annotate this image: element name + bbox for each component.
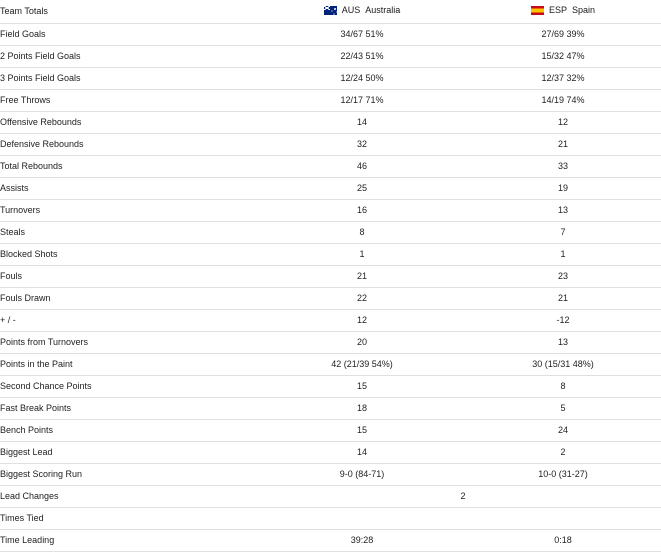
stat-label: Total Rebounds (0, 156, 265, 178)
stat-value-away: 2 (465, 442, 661, 464)
stat-label: Lead Changes (0, 486, 265, 508)
stat-label: Biggest Scoring Run (0, 464, 265, 486)
table-row (0, 112, 661, 134)
stat-value-away: 15/32 47% (465, 46, 661, 68)
table-row (0, 508, 661, 530)
column-header-away-team (465, 0, 661, 24)
stat-value-home: 22 (265, 288, 459, 310)
stat-value-away: 21 (465, 134, 661, 156)
stat-value-home: 34/67 51% (265, 24, 459, 46)
stat-value-home: 21 (265, 266, 459, 288)
stat-label: Time Leading (0, 530, 265, 552)
stat-value-away: 0:18 (465, 530, 661, 552)
table-row (0, 376, 661, 398)
table-row (0, 200, 661, 222)
table-row (0, 134, 661, 156)
stat-value-home: 9-0 (84-71) (265, 464, 459, 486)
stat-label: Points from Turnovers (0, 332, 265, 354)
away-team-abbr: ESP (548, 5, 567, 15)
away-team-name: Spain (571, 5, 596, 15)
table-row (0, 222, 661, 244)
stat-value-away: 19 (465, 178, 661, 200)
stat-value-away: 30 (15/31 48%) (465, 354, 661, 376)
home-team-abbr: AUS (341, 5, 361, 15)
stat-label: Fouls (0, 266, 265, 288)
table-row (0, 46, 661, 68)
stat-value-away: 12 (465, 112, 661, 134)
table-header (0, 0, 661, 24)
stat-label: Steals (0, 222, 265, 244)
stat-value-home: 15 (265, 376, 459, 398)
stat-value-away: 13 (465, 200, 661, 222)
table-body (0, 24, 661, 552)
stat-value-home: 14 (265, 112, 459, 134)
stat-value-away: 27/69 39% (465, 24, 661, 46)
table-row (0, 398, 661, 420)
stat-label: Fast Break Points (0, 398, 265, 420)
stat-value-away: 12/37 32% (465, 68, 661, 90)
table-row (0, 354, 661, 376)
stat-value-home (265, 508, 459, 530)
stat-value-away: 7 (465, 222, 661, 244)
stat-value-home: 16 (265, 200, 459, 222)
stat-label: Turnovers (0, 200, 265, 222)
header-row (0, 0, 661, 24)
stat-value-away: 23 (465, 266, 661, 288)
flag-australia-icon (324, 6, 337, 15)
stat-label: Defensive Rebounds (0, 134, 265, 156)
table-row (0, 530, 661, 552)
stat-value-away: -12 (465, 310, 661, 332)
stat-label: 3 Points Field Goals (0, 68, 265, 90)
table-row (0, 442, 661, 464)
stat-value-home: 39:28 (265, 530, 459, 552)
home-team-name: Australia (365, 5, 401, 15)
stat-label: Offensive Rebounds (0, 112, 265, 134)
table-row (0, 464, 661, 486)
table-row (0, 266, 661, 288)
stat-value-away (465, 508, 661, 530)
stat-value-home: 20 (265, 332, 459, 354)
stat-label: Second Chance Points (0, 376, 265, 398)
table-row (0, 156, 661, 178)
stat-label: Field Goals (0, 24, 265, 46)
stat-value-home: 12/17 71% (265, 90, 459, 112)
stat-value-away: 24 (465, 420, 661, 442)
column-header-home-team (265, 0, 459, 24)
stat-label: Blocked Shots (0, 244, 265, 266)
stat-value-home: 8 (265, 222, 459, 244)
stat-value-home: 12/24 50% (265, 68, 459, 90)
table-row (0, 332, 661, 354)
stat-value-away: 14/19 74% (465, 90, 661, 112)
stat-value-home: 12 (265, 310, 459, 332)
table-row (0, 244, 661, 266)
stat-value-away: 10-0 (31-27) (465, 464, 661, 486)
table-row (0, 420, 661, 442)
stat-label: Points in the Paint (0, 354, 265, 376)
stat-value-home: 14 (265, 442, 459, 464)
table-row (0, 288, 661, 310)
stat-label: 2 Points Field Goals (0, 46, 265, 68)
stat-value-home: 18 (265, 398, 459, 420)
stat-value-home: 42 (21/39 54%) (265, 354, 459, 376)
stat-value-home: 1 (265, 244, 459, 266)
stat-label: Free Throws (0, 90, 265, 112)
table-row (0, 486, 661, 508)
stat-label: Fouls Drawn (0, 288, 265, 310)
flag-spain-icon (531, 6, 544, 15)
table-row (0, 178, 661, 200)
stat-value-home: 32 (265, 134, 459, 156)
table-row (0, 24, 661, 46)
column-header-team-totals: Team Totals (0, 0, 265, 24)
table-row (0, 310, 661, 332)
stat-label: Biggest Lead (0, 442, 265, 464)
stat-value-home: 25 (265, 178, 459, 200)
stat-value-away: 21 (465, 288, 661, 310)
stat-value-home: 15 (265, 420, 459, 442)
stat-value-away: 1 (465, 244, 661, 266)
stat-value-away: 8 (465, 376, 661, 398)
table-row (0, 90, 661, 112)
table-row (0, 68, 661, 90)
stat-value-away: 5 (465, 398, 661, 420)
stat-label: Assists (0, 178, 265, 200)
stat-value-home: 22/43 51% (265, 46, 459, 68)
stat-value-home: 46 (265, 156, 459, 178)
stat-label: + / - (0, 310, 265, 332)
stat-value-combined: 2 (265, 486, 661, 508)
stat-label: Times Tied (0, 508, 265, 530)
stat-label: Bench Points (0, 420, 265, 442)
stat-value-away: 33 (465, 156, 661, 178)
stat-value-away: 13 (465, 332, 661, 354)
